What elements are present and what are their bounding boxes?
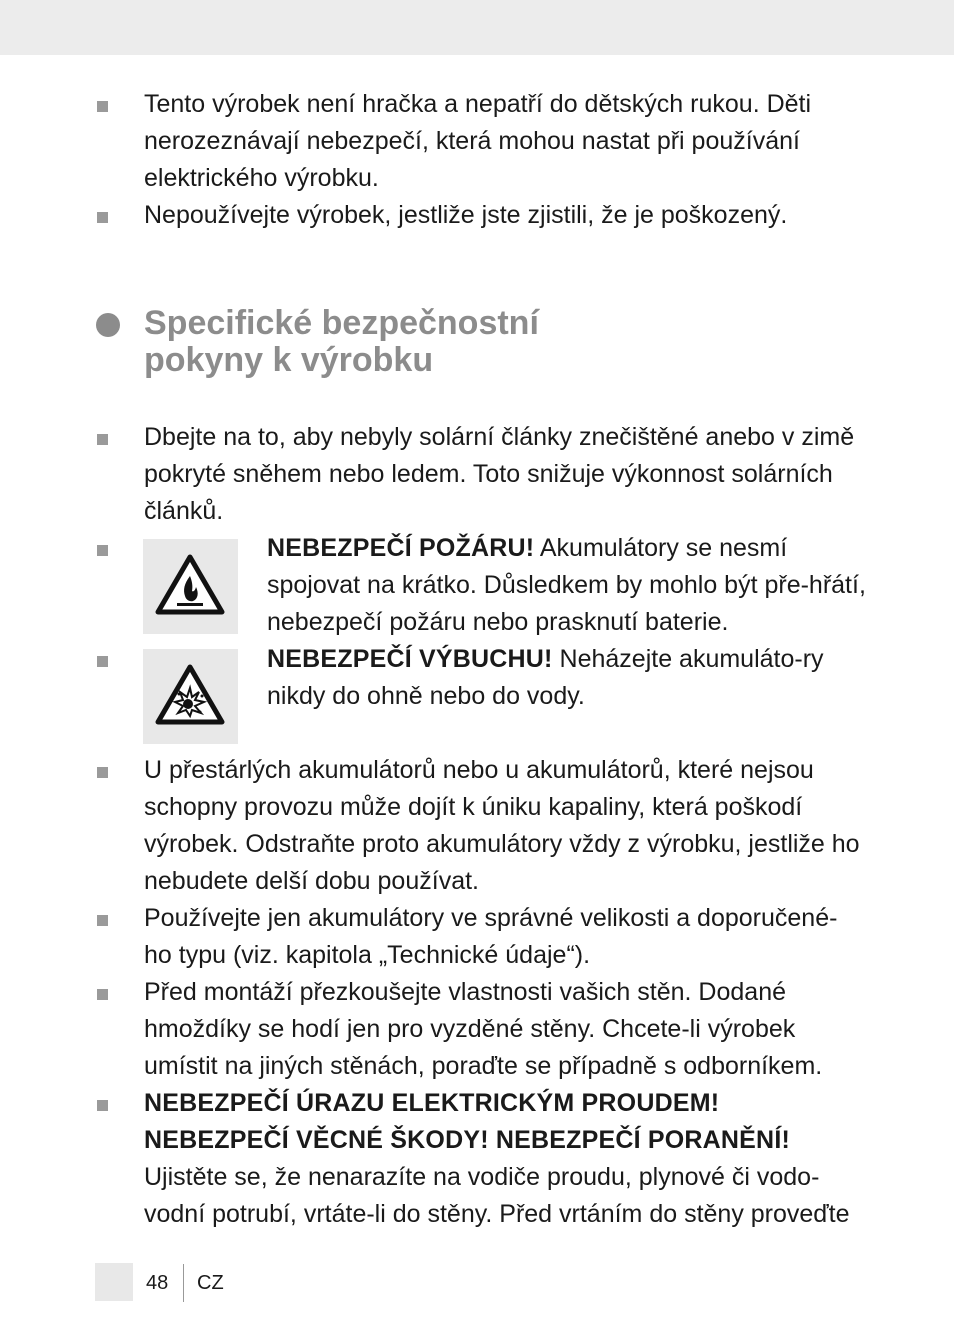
list-item: U přestárlých akumulátorů nebo u akumulátorů, které nejsou schopny provozu může dojít k úniku kapaliny, která poškodí výrobek. Odstraňte proto akumulátory vždy z výrobku, jestliže ho nebudete delší dobu používat.: [144, 756, 860, 895]
list-item: Nepoužívejte výrobek, jestliže jste zjistili, že je poškozený.: [144, 201, 788, 229]
bullet-icon: [97, 101, 108, 112]
list-item: Dbejte na to, aby nebyly solární články znečištěné anebo v zimě pokryté sněhem nebo ledem. Toto snižuje výkonnost solárních článků.: [144, 423, 855, 525]
bullet-icon: [97, 656, 108, 667]
warning-symbol-box: [143, 649, 238, 744]
warning-symbol-box: [143, 539, 238, 634]
bullet-icon: [97, 1100, 108, 1111]
bullet-icon: [97, 545, 108, 556]
section-heading: [144, 305, 539, 379]
warning-body: Neházejte akumuláto-ry nikdy do ohně nebo do vody.: [267, 645, 824, 710]
warning-body: Akumulátory se nesmí spojovat na krátko. Důsledkem by mohlo být pře-hřátí, nebezpečí požáru nebo prasknutí baterie.: [267, 534, 866, 636]
warning-title: NEBEZPEČÍ POŽÁRU!: [267, 534, 535, 562]
language-code: CZ: [197, 1272, 224, 1294]
warning-title: NEBEZPEČÍ ÚRAZU ELEKTRICKÝM PROUDEM!: [144, 1089, 720, 1117]
bullet-icon: [97, 434, 108, 445]
section-heading-line: Specifické bezpečnostní: [144, 304, 539, 342]
warning-explosion-text: [267, 641, 867, 715]
explosive-warning-icon: [155, 664, 225, 726]
footer-page-tab: [95, 1263, 133, 1301]
warning-title: NEBEZPEČÍ VĚCNÉ ŠKODY! NEBEZPEČÍ PORANĚNÍ!: [144, 1126, 790, 1154]
section-heading-line: pokyny k výrobku: [144, 341, 434, 379]
list-item: Používejte jen akumulátory ve správné velikosti a doporučené-ho typu (viz. kapitola „Technické údaje“).: [144, 904, 838, 969]
page-header-bar: [0, 0, 954, 55]
bullet-icon: [97, 212, 108, 223]
warning-title: NEBEZPEČÍ VÝBUCHU!: [267, 645, 553, 673]
bullet-icon: [97, 989, 108, 1000]
footer-divider: [183, 1264, 184, 1302]
list-item-electric: [144, 1085, 864, 1233]
page-number: 48: [146, 1272, 169, 1294]
heading-dot-icon: [96, 313, 120, 337]
bullet-icon: [97, 915, 108, 926]
list-item: Tento výrobek není hračka a nepatří do dětských rukou. Děti nerozeznávají nebezpečí, která mohou nastat při používání elektrického výrobku.: [144, 90, 812, 192]
list-item: Před montáží přezkoušejte vlastnosti vašich stěn. Dodané hmoždíky se hodí jen pro vyzděné stěny. Chcete-li výrobek umístit na jiných stěnách, poraďte se případně s odborníkem.: [144, 978, 823, 1080]
flammable-warning-icon: [155, 554, 225, 616]
warning-body: Ujistěte se, že nenarazíte na vodiče proudu, plynové či vodo-vodní potrubí, vrtáte-li do stěny. Před vrtáním do stěny proveďte: [144, 1163, 850, 1228]
warning-fire-text: [267, 530, 867, 641]
bullet-icon: [97, 767, 108, 778]
